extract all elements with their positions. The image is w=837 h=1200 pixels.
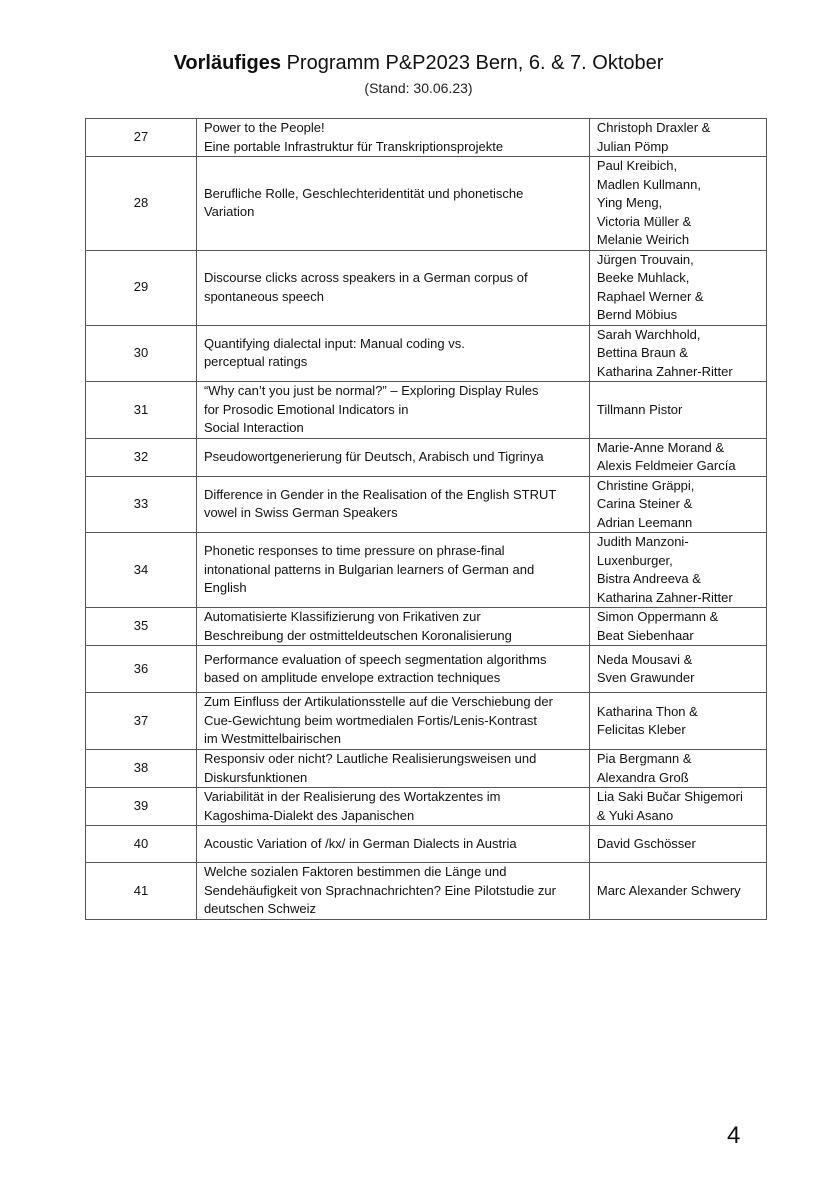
talk-title-line: deutschen Schweiz	[203, 901, 316, 916]
talk-title-line: Berufliche Rolle, Geschlechteridentität und phonetische	[203, 185, 524, 201]
talk-number: 27	[86, 119, 197, 157]
author-line: Ying Meng,	[596, 195, 663, 210]
talk-title	[196, 750, 589, 788]
page-title-bold: Vorläufiges	[173, 52, 282, 74]
author-line: Sven Grawunder	[596, 670, 695, 685]
talk-title-line: Responsiv oder nicht? Lautliche Realisierungsweisen und	[203, 751, 537, 766]
table-row	[86, 119, 767, 157]
author-line: & Yuki Asano	[596, 807, 674, 823]
talk-authors	[589, 750, 766, 788]
talk-title	[196, 325, 589, 382]
table-row	[86, 646, 767, 693]
table-row	[86, 750, 767, 788]
talk-title	[196, 250, 589, 325]
author-line: David Gschösser	[596, 835, 696, 851]
table-row	[86, 438, 767, 476]
talk-title-line: for Prosodic Emotional Indicators in	[203, 401, 409, 417]
author-line: Judith Manzoni-	[596, 534, 689, 549]
author-line: Lia Saki Bučar Shigemori	[596, 789, 743, 804]
talk-title-line: Eine portable Infrastruktur für Transkriptionsprojekte	[203, 138, 504, 154]
talk-title-line: Kagoshima-Dialekt des Japanischen	[203, 807, 415, 823]
talk-title-line: based on amplitude envelope extraction techniques	[203, 670, 501, 685]
author-line: Simon Oppermann &	[596, 609, 719, 624]
talk-authors	[589, 119, 766, 157]
talk-number: 40	[86, 826, 197, 863]
talk-authors	[589, 476, 766, 533]
author-line: Beat Siebenhaar	[596, 627, 694, 643]
talk-title-line: Automatisierte Klassifizierung von Frikativen zur	[203, 609, 481, 624]
author-line: Melanie Weirich	[596, 232, 690, 247]
talk-title	[196, 788, 589, 826]
talk-number: 37	[86, 693, 197, 750]
talk-title-line: spontaneous speech	[203, 288, 324, 304]
table-row	[86, 157, 767, 251]
talk-title-line: Cue-Gewichtung beim wortmedialen Fortis/Lenis-Kontrast	[203, 712, 538, 728]
author-line: Tillmann Pistor	[596, 401, 683, 417]
talk-authors	[589, 382, 766, 439]
talk-authors	[589, 325, 766, 382]
talk-title	[196, 646, 589, 693]
author-line: Neda Mousavi &	[596, 651, 693, 667]
talk-title	[196, 438, 589, 476]
talk-number: 35	[86, 608, 197, 646]
talk-number: 29	[86, 250, 197, 325]
talk-title-line: Variabilität in der Realisierung des Wortakzentes im	[203, 789, 501, 804]
talk-title-line: Difference in Gender in the Realisation of the English STRUT	[203, 486, 557, 502]
talk-title-line: Zum Einfluss der Artikulationsstelle auf die Verschiebung der	[203, 694, 553, 710]
talk-title-line: English	[203, 580, 247, 596]
talk-authors	[589, 826, 766, 863]
talk-title-line: Sendehäufigkeit von Sprachnachrichten? Eine Pilotstudie zur	[203, 882, 556, 898]
table-row	[86, 325, 767, 382]
author-line: Beeke Muhlack,	[596, 270, 690, 285]
talk-number: 33	[86, 476, 197, 533]
author-line: Carina Steiner &	[596, 496, 693, 511]
talk-title	[196, 533, 589, 608]
author-line: Pia Bergmann &	[596, 751, 692, 766]
talk-title-line: Social Interaction	[203, 420, 304, 435]
talk-authors	[589, 438, 766, 476]
talk-authors	[589, 608, 766, 646]
talk-title	[196, 476, 589, 533]
talk-number: 38	[86, 750, 197, 788]
talk-title	[196, 119, 589, 157]
talk-title-line: Phonetic responses to time pressure on phrase-final	[203, 543, 505, 559]
talk-title	[196, 693, 589, 750]
talk-title-line: Pseudowortgenerierung für Deutsch, Arabisch und Tigrinya	[203, 448, 544, 464]
stand-date: (Stand: 30.06.23)	[364, 80, 473, 96]
author-line: Bernd Möbius	[596, 307, 678, 322]
talk-title-line: im Westmittelbairischen	[203, 731, 341, 747]
talk-title	[196, 863, 589, 920]
author-line: Sarah Warchhold,	[596, 326, 701, 342]
author-line: Bettina Braun &	[596, 345, 688, 360]
talk-title-line: vowel in Swiss German Speakers	[203, 505, 398, 521]
author-line: Katharina Thon &	[596, 703, 698, 719]
author-line: Jürgen Trouvain,	[596, 251, 694, 267]
talk-authors	[589, 646, 766, 693]
talk-title-line: Power to the People!	[203, 120, 325, 135]
talk-authors	[589, 250, 766, 325]
talk-title-line: intonational patterns in Bulgarian learners of German and	[203, 561, 535, 577]
talk-title-line: Diskursfunktionen	[203, 769, 308, 785]
table-row	[86, 693, 767, 750]
author-line: Madlen Kullmann,	[596, 176, 701, 192]
author-line: Christoph Draxler &	[596, 120, 711, 135]
page-title-rest: Programm P&P2023 Bern, 6. & 7. Oktober	[281, 52, 664, 74]
talk-authors	[589, 157, 766, 251]
table-row	[86, 382, 767, 439]
author-line: Paul Kreibich,	[596, 158, 678, 173]
talk-title-line: Quantifying dialectal input: Manual coding vs.	[203, 335, 465, 351]
table-row	[86, 826, 767, 863]
talk-number: 32	[86, 438, 197, 476]
talk-title	[196, 382, 589, 439]
talk-authors	[589, 693, 766, 750]
author-line: Christine Gräppi,	[596, 477, 695, 493]
author-line: Marc Alexander Schwery	[596, 882, 741, 898]
talk-title-line: Performance evaluation of speech segmentation algorithms	[203, 651, 547, 667]
table-row	[86, 533, 767, 608]
author-line: Adrian Leemann	[596, 514, 693, 530]
table-row	[86, 863, 767, 920]
talk-title	[196, 157, 589, 251]
program-table	[85, 118, 767, 920]
talk-title-line: Acoustic Variation of /kx/ in German Dialects in Austria	[203, 835, 517, 851]
table-row	[86, 476, 767, 533]
page-title	[0, 50, 837, 76]
talk-number: 28	[86, 157, 197, 251]
talk-number: 30	[86, 325, 197, 382]
author-line: Victoria Müller &	[596, 213, 692, 229]
author-line: Bistra Andreeva &	[596, 571, 701, 586]
talk-title-line: “Why can’t you just be normal?” – Exploring Display Rules	[203, 383, 539, 398]
author-line: Julian Pömp	[596, 138, 669, 154]
talk-authors	[589, 533, 766, 608]
author-line: Luxenburger,	[596, 552, 673, 568]
author-line: Katharina Zahner-Ritter	[596, 589, 733, 605]
talk-title-line: Welche sozialen Faktoren bestimmen die Länge und	[203, 864, 507, 879]
talk-title-line: Variation	[203, 204, 255, 220]
table-row	[86, 250, 767, 325]
talk-authors	[589, 788, 766, 826]
talk-number: 34	[86, 533, 197, 608]
author-line: Marie-Anne Morand &	[596, 439, 725, 455]
talk-title-line: Discourse clicks across speakers in a German corpus of	[203, 270, 528, 285]
author-line: Felicitas Kleber	[596, 722, 686, 737]
talk-title-line: Beschreibung der ostmitteldeutschen Koronalisierung	[203, 627, 512, 643]
talk-title	[196, 608, 589, 646]
talk-number: 36	[86, 646, 197, 693]
talk-number: 31	[86, 382, 197, 439]
author-line: Raphael Werner &	[596, 288, 704, 304]
author-line: Alexis Feldmeier García	[596, 458, 736, 473]
talk-number: 41	[86, 863, 197, 920]
talk-number: 39	[86, 788, 197, 826]
talk-title-line: perceptual ratings	[203, 354, 308, 370]
table-row	[86, 788, 767, 826]
talk-authors	[589, 863, 766, 920]
author-line: Katharina Zahner-Ritter	[596, 363, 733, 379]
talk-title	[196, 826, 589, 863]
page-number: 4	[727, 1122, 741, 1149]
table-row	[86, 608, 767, 646]
author-line: Alexandra Groß	[596, 769, 689, 785]
